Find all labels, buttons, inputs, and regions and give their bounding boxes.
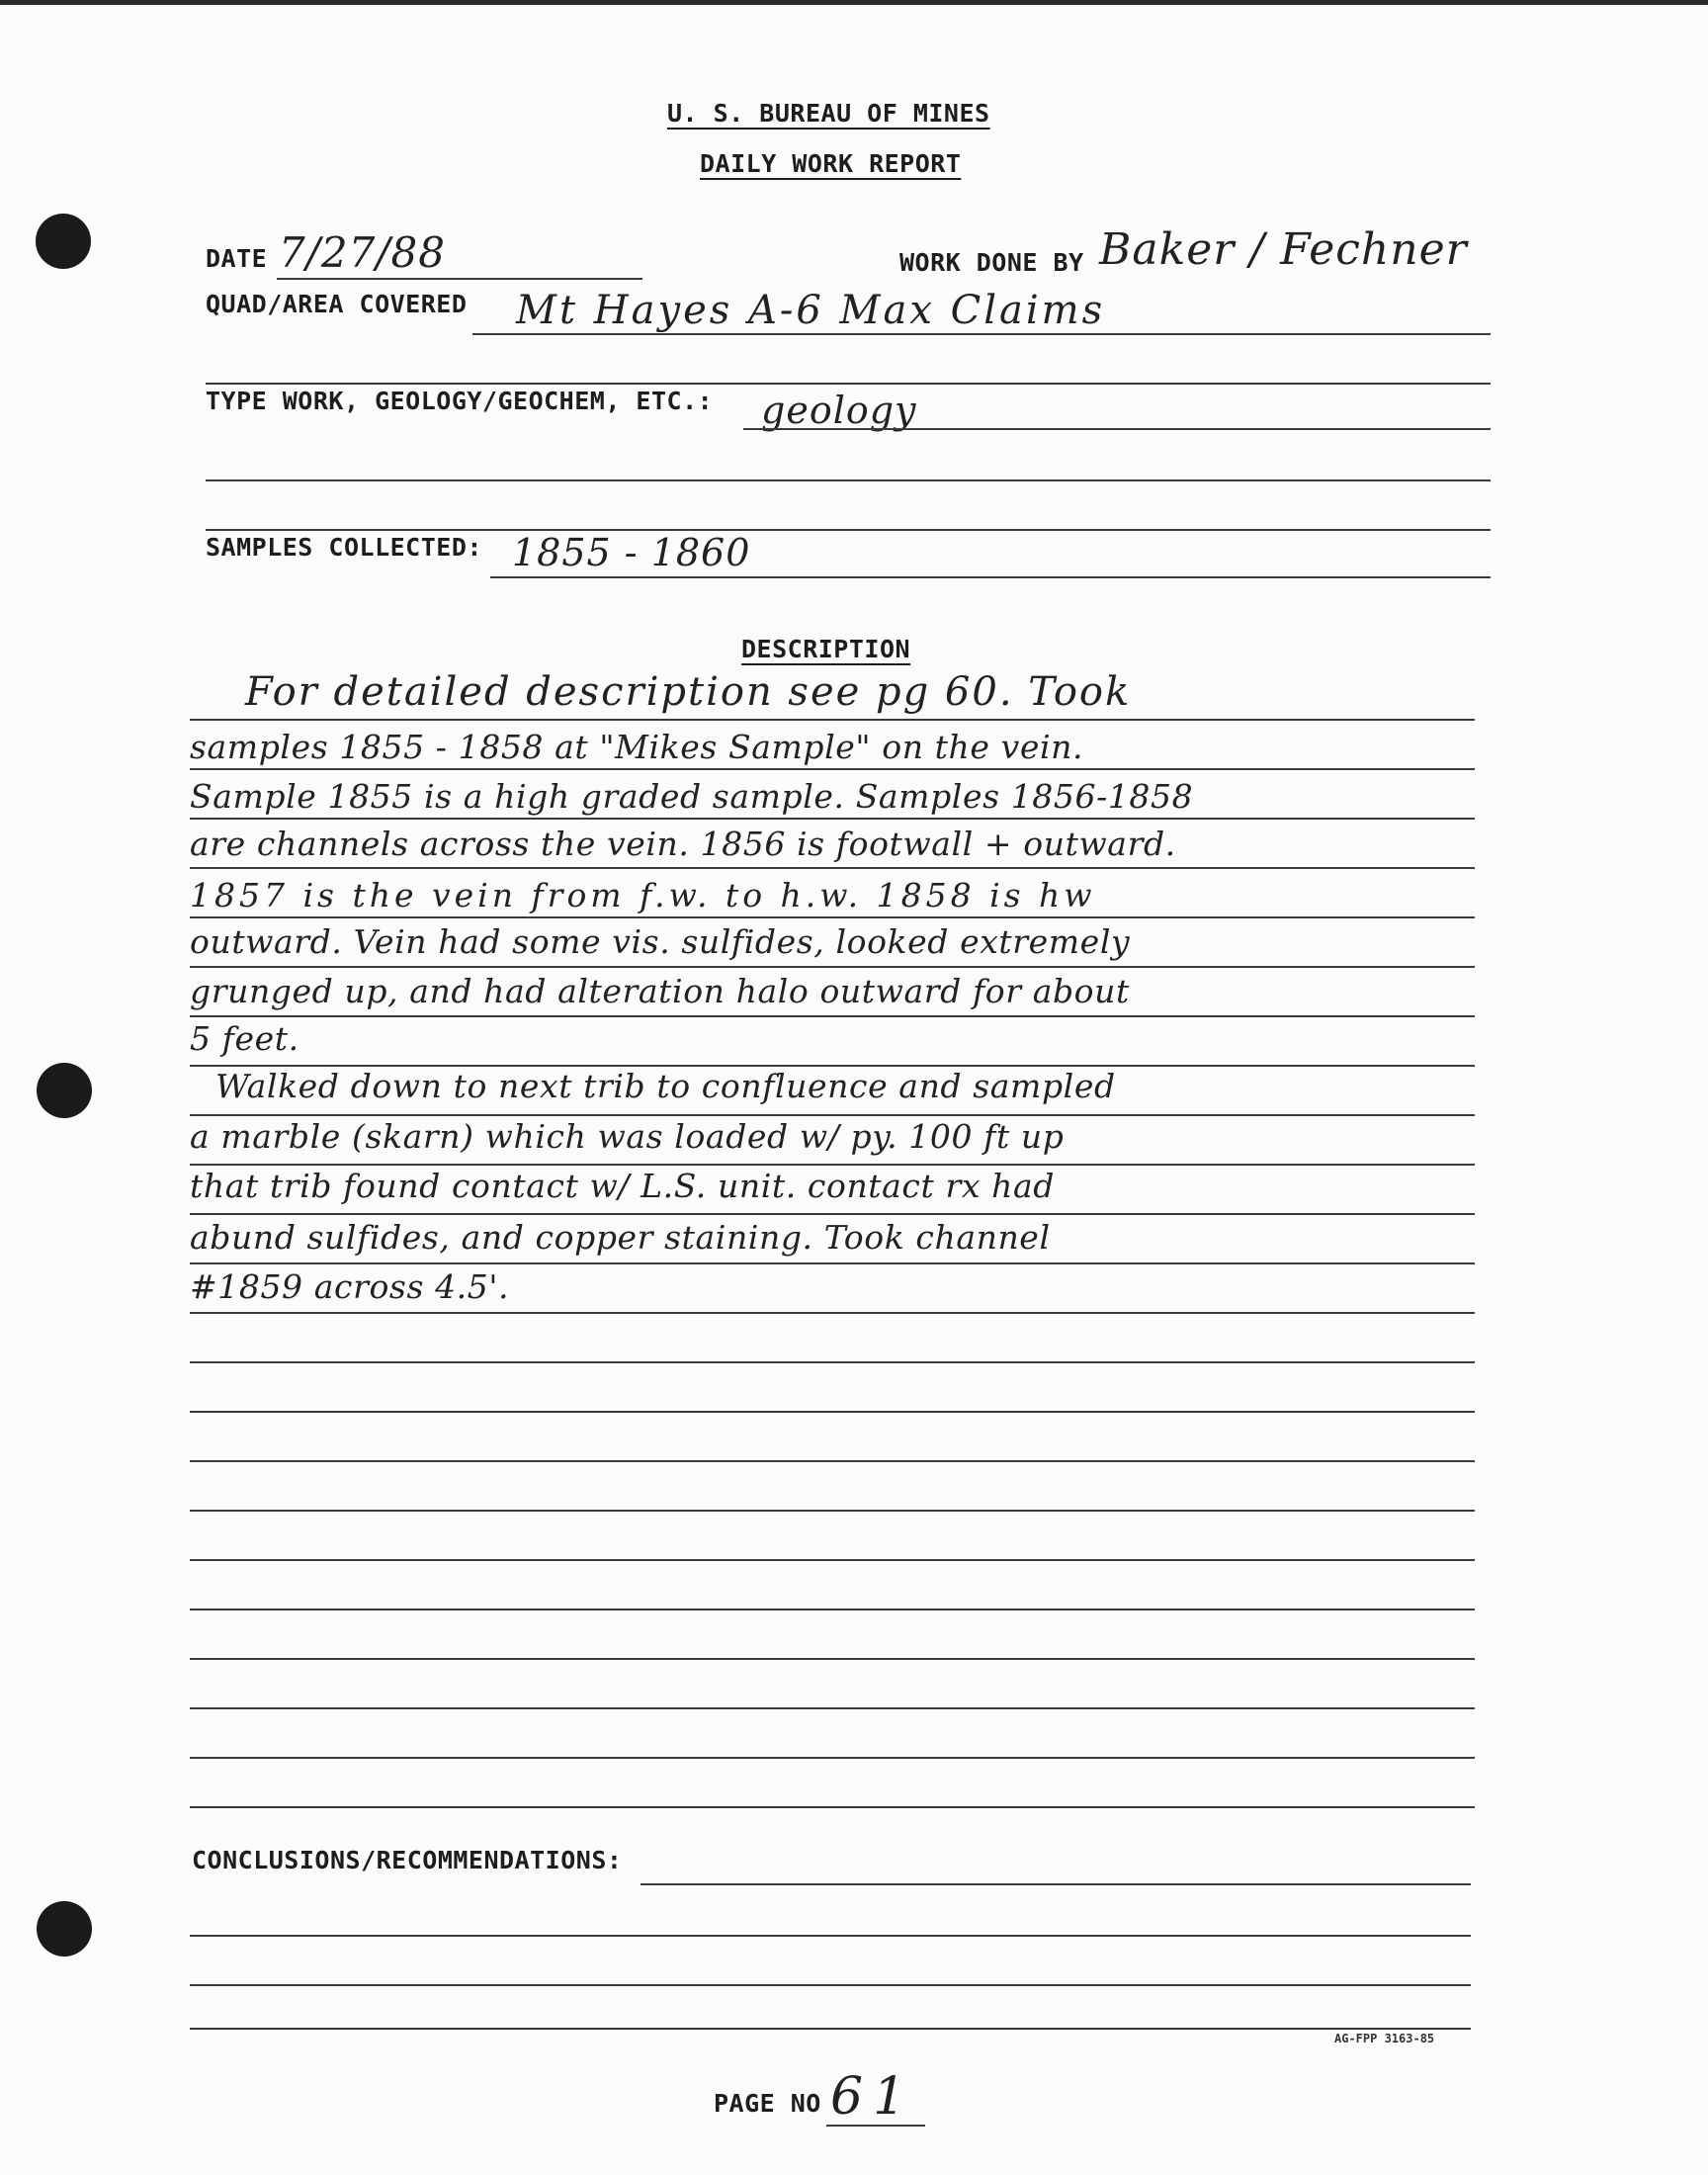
- description-line-8: 5 feet.: [190, 1019, 299, 1058]
- samples-label: SAMPLES COLLECTED:: [206, 533, 482, 562]
- work-done-by-label: WORK DONE BY: [899, 248, 1084, 277]
- description-rule: [190, 867, 1475, 869]
- samples-rule: [490, 576, 1491, 578]
- conclusions-label: CONCLUSIONS/RECOMMENDATIONS:: [192, 1846, 623, 1874]
- description-rule: [190, 1065, 1475, 1067]
- conclusions-rule-1: [640, 1883, 1471, 1885]
- description-rule: [190, 1361, 1475, 1363]
- description-rule: [190, 1707, 1475, 1709]
- quad-rule-1: [472, 333, 1491, 335]
- description-line-10: a marble (skarn) which was loaded w/ py. 100 ft up: [190, 1117, 1065, 1156]
- conclusions-rule-4: [190, 2028, 1471, 2030]
- type-work-rule-1: [743, 428, 1491, 430]
- description-rule: [190, 1658, 1475, 1660]
- description-rule: [190, 1312, 1475, 1314]
- description-rule: [190, 768, 1475, 770]
- page-value: 61: [830, 2067, 916, 2127]
- description-rule: [190, 1757, 1475, 1759]
- type-work-rule-3: [206, 529, 1491, 531]
- description-rule: [190, 1609, 1475, 1610]
- form-code: AG-FPP 3163-85: [1334, 2032, 1435, 2045]
- description-heading: DESCRIPTION: [741, 635, 911, 663]
- description-rule: [190, 1262, 1475, 1264]
- description-rule: [190, 1460, 1475, 1462]
- type-work-value: geology: [761, 389, 917, 432]
- description-line-13: #1859 across 4.5'.: [190, 1267, 510, 1306]
- quad-rule-2: [206, 383, 1491, 385]
- samples-value: 1855 - 1860: [512, 531, 751, 574]
- type-work-rule-2: [206, 479, 1491, 481]
- page-label: PAGE NO: [714, 2089, 821, 2118]
- type-work-label: TYPE WORK, GEOLOGY/GEOCHEM, ETC.:: [206, 387, 714, 415]
- description-rule: [190, 966, 1475, 968]
- date-label: DATE: [206, 244, 268, 273]
- description-line-2: samples 1855 - 1858 at "Mikes Sample" on the vein.: [190, 728, 1084, 766]
- quad-value: Mt Hayes A-6 Max Claims: [516, 288, 1106, 333]
- description-line-6: outward. Vein had some vis. sulfides, looked extremely: [190, 922, 1131, 961]
- description-line-7: grunged up, and had alteration halo outward for about: [190, 972, 1130, 1010]
- description-rule: [190, 916, 1475, 918]
- description-rule: [190, 1806, 1475, 1808]
- quad-label: QUAD/AREA COVERED: [206, 290, 468, 318]
- conclusions-rule-2: [190, 1935, 1471, 1937]
- description-rule: [190, 1559, 1475, 1561]
- description-rule: [190, 1213, 1475, 1215]
- date-value: 7/27/88: [279, 228, 446, 277]
- description-rule: [190, 1510, 1475, 1512]
- description-line-5: 1857 is the vein from f.w. to h.w. 1858 is hw: [190, 876, 1096, 914]
- description-line-1: For detailed description see pg 60. Took: [245, 669, 1132, 715]
- work-done-by-value: Baker / Fechner: [1099, 224, 1468, 275]
- description-line-3: Sample 1855 is a high graded sample. Samples 1856-1858: [190, 777, 1194, 816]
- page-rule: [826, 2125, 925, 2127]
- description-rule: [190, 1015, 1475, 1017]
- punch-hole-top: [36, 214, 91, 269]
- description-rule: [190, 1411, 1475, 1413]
- conclusions-rule-3: [190, 1984, 1471, 1986]
- description-line-12: abund sulfides, and copper staining. Took channel: [190, 1218, 1051, 1257]
- punch-hole-bottom: [37, 1901, 92, 1957]
- description-line-11: that trib found contact w/ L.S. unit. contact rx had: [190, 1167, 1055, 1205]
- description-rule: [190, 719, 1475, 721]
- description-line-4: are channels across the vein. 1856 is footwall + outward.: [190, 825, 1176, 863]
- description-rule: [190, 1114, 1475, 1116]
- description-line-9: Walked down to next trib to confluence and sampled: [215, 1067, 1116, 1105]
- punch-hole-middle: [37, 1063, 92, 1118]
- description-rule: [190, 818, 1475, 820]
- form-title: DAILY WORK REPORT: [700, 149, 962, 178]
- date-rule: [277, 278, 642, 280]
- agency-title: U. S. BUREAU OF MINES: [667, 99, 990, 128]
- description-rule: [190, 1164, 1475, 1166]
